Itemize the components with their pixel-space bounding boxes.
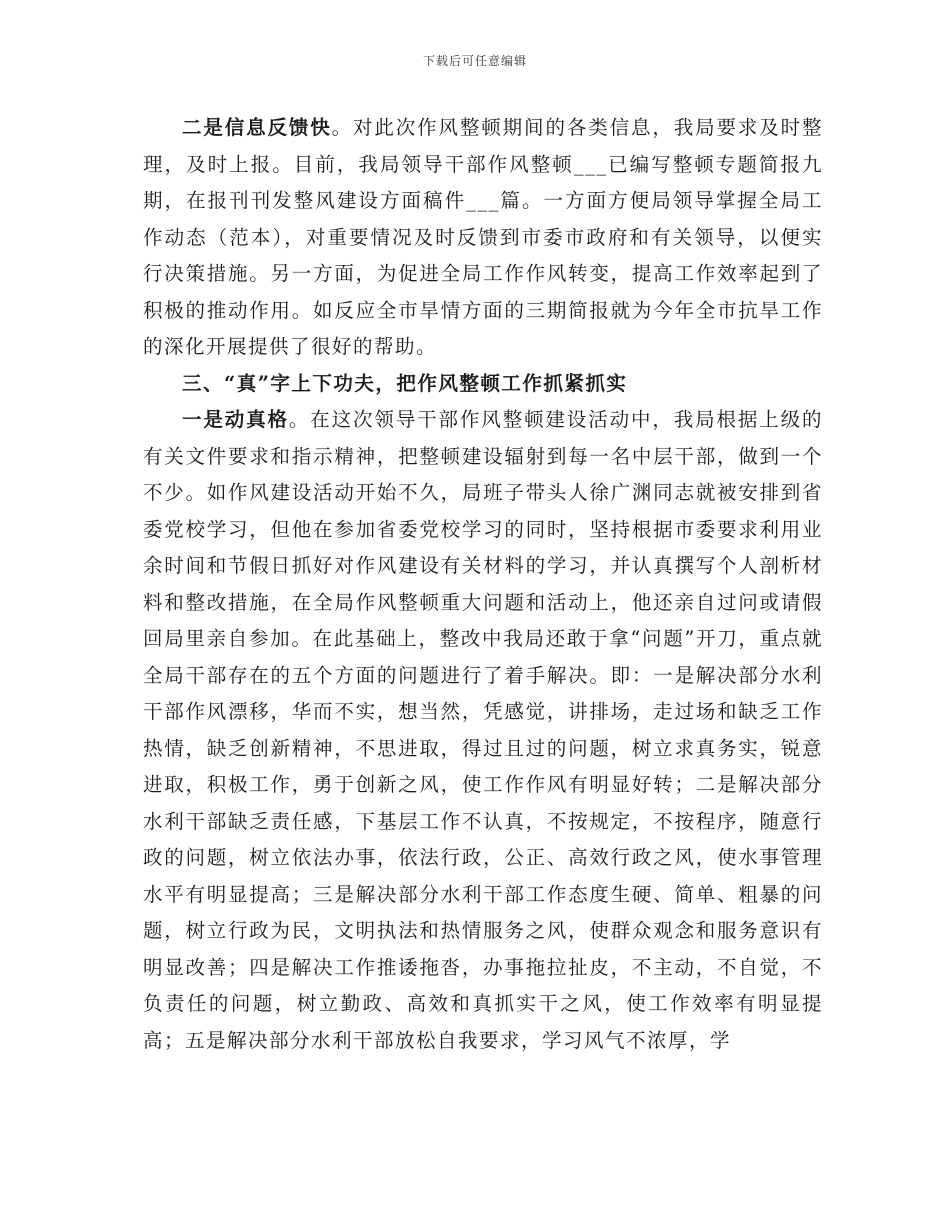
paragraph-real-action xyxy=(143,402,823,1059)
paragraph-text: 。在这次领导干部作风整顿建设活动中，我局根据上级的有关文件要求和指示精神，把整顿建设辐射到每一名中层干部，做到一个不少。如作风建设活动开始不久，局班子带头人徐广渊同志就被安排到省委党校学习，但他在参加省委党校学习的同时，坚持根据市委要求利用业余时间和节假日抓好对作风建设有关材料的学习，并认真撰写个人剖析材料和整改措施，在全局作风整顿重大问题和活动上，他还亲自过问或请假回局里亲自参加。在此基础上，整改中我局还敢于拿“问题”开刀，重点就全局干部存在的五个方面的问题进行了着手解决。即：一是解决部分水利干部作风漂移，华而不实，想当然，凭感觉，讲排场，走过场和缺乏工作热情，缺乏创新精神，不思进取，得过且过的问题，树立求真务实，锐意进取，积极工作，勇于创新之风，使工作作风有明显好转；二是解决部分水利干部缺乏责任感，下基层工作不认真，不按规定，不按程序，随意行政的问题，树立依法办事，依法行政，公正、高效行政之风，使水事管理水平有明显提高；三是解决部分水利干部工作态度生硬、简单、粗暴的问题，树立行政为民，文明执法和热情服务之风，使群众观念和服务意识有明显改善；四是解决工作推诿拖沓，办事拖拉扯皮，不主动，不自觉，不负责任的问题，树立勤政、高效和真抓实干之风，使工作效率有明显提高；五是解决部分水利干部放松自我要求，学习风气不浓厚，学 xyxy=(143,408,823,1052)
paragraph-lead: 一是动真格 xyxy=(182,408,289,431)
paragraph-text: 。对此次作风整顿期间的各类信息，我局要求及时整理，及时上报。目前，我局领导干部作风整顿___已编写整顿专题简报九期，在报刊刊发整风建设方面稿件___篇。一方面方便局领导掌握全局工作动态（范本），对重要情况及时反馈到市委市政府和有关领导，以便实行决策措施。另一方面，为促进全局工作作风转变，提高工作效率起到了积极的推动作用。如反应全市旱情方面的三期简报就为今年全市抗旱工作的深化开展提供了很好的帮助。 xyxy=(143,116,823,358)
paragraph-lead: 二是信息反馈快 xyxy=(182,116,332,139)
paragraph-information-feedback xyxy=(143,110,823,366)
document-body xyxy=(143,110,823,1059)
section-heading: 三、“真”字上下功夫，把作风整顿工作抓紧抓实 xyxy=(182,371,628,395)
page-header: 下载后可任意编辑 xyxy=(422,54,527,68)
